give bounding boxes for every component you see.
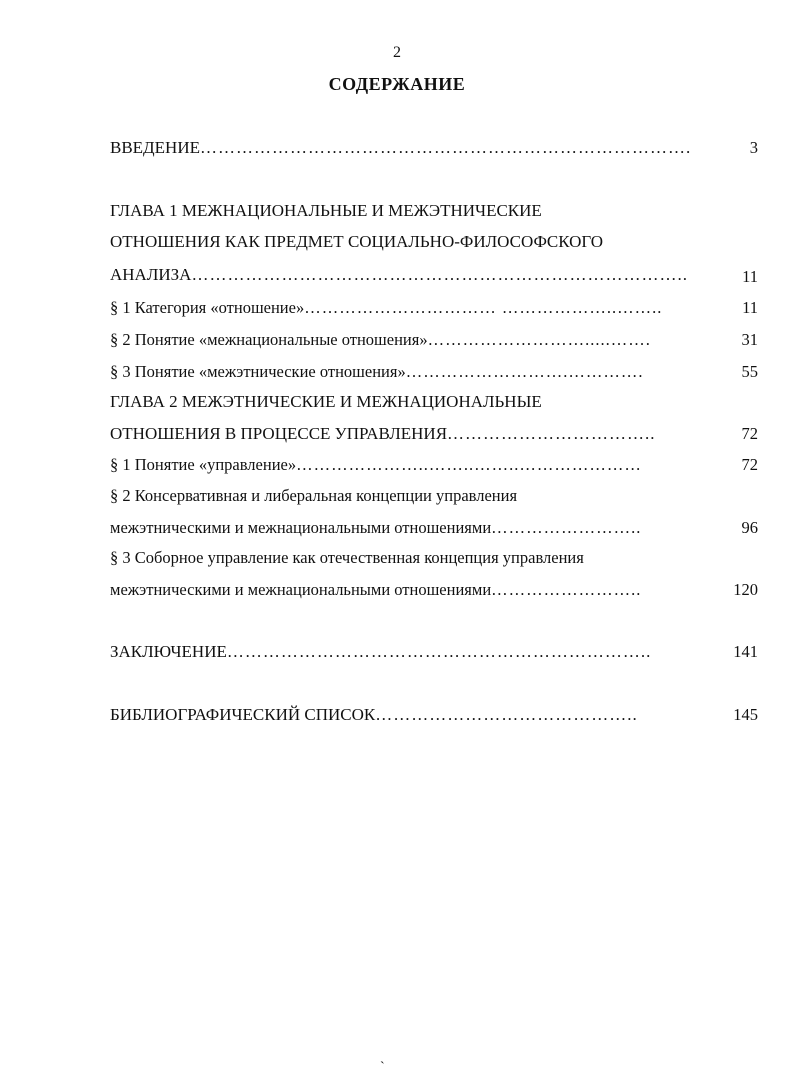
toc-leader: …………………………… ………………..…….. [304,298,663,317]
toc-entry-ch2-sec2[interactable] [110,518,702,538]
toc-page-chapter1: 11 [742,267,758,286]
toc-leader: ……………………….....……. [427,330,651,349]
toc-entry-ch2-sec3[interactable] [110,580,702,600]
toc-label: ОТНОШЕНИЯ В ПРОЦЕССЕ УПРАВЛЕНИЯ [110,424,448,443]
toc-page-ch1-sec1: 11 [742,298,758,317]
toc-page-chapter2: 72 [741,424,758,443]
toc-page-intro: 3 [749,138,758,157]
toc-label: межэтническими и межнациональными отношениями [110,518,492,537]
toc-label: межэтническими и межнациональными отношениями [110,580,492,599]
toc-label: § 1 Категория «отношение» [110,298,305,317]
toc-leader: …………………………………………………………….. [226,642,652,661]
toc-entry-chapter2[interactable] [110,424,702,444]
toc-leader: …………………………….. [447,424,656,443]
toc-entry-ch2-sec3-line1: § 3 Соборное управление как отечественная концепция управления [110,548,584,567]
toc-page-ch1-sec2: 31 [741,330,758,349]
footer-mark: ` [380,1060,385,1075]
toc-page-ch2-sec1: 72 [741,455,758,474]
toc-entry-bibliography[interactable] [110,705,702,725]
toc-leader: …………………..……..……..………………… [296,455,642,474]
toc-page-ch2-sec3: 120 [733,580,758,599]
toc-label: АНАЛИЗА [110,265,192,284]
toc-label: ЗАКЛЮЧЕНИЕ [110,642,227,661]
toc-entry-intro[interactable] [110,138,702,158]
toc-page-ch2-sec2: 96 [741,518,758,537]
toc-label: БИБЛИОГРАФИЧЕСКИЙ СПИСОК [110,705,376,724]
toc-leader: ………………………………………………………………………. [199,138,692,157]
chapter2-title-line1: ГЛАВА 2 МЕЖЭТНИЧЕСКИЕ И МЕЖНАЦИОНАЛЬНЫЕ [110,392,542,411]
toc-leader: …………………………………….. [375,705,638,724]
toc-entry-chapter1[interactable] [110,265,702,285]
toc-entry-conclusion[interactable] [110,642,702,662]
toc-page-bibliography: 145 [733,705,758,724]
toc-label: § 3 Понятие «межэтнические отношения» [110,362,406,381]
toc-label: § 2 Понятие «межнациональные отношения» [110,330,428,349]
toc-entry-ch1-sec1[interactable] [110,298,702,318]
toc-label: ВВЕДЕНИЕ [110,138,200,157]
chapter1-title-line1: ГЛАВА 1 МЕЖНАЦИОНАЛЬНЫЕ И МЕЖЭТНИЧЕСКИЕ [110,201,542,220]
toc-leader: ……………………………………………………………………….. [191,265,688,284]
toc-label: § 1 Понятие «управление» [110,455,297,474]
toc-leader: …………………….. [491,518,642,537]
page-title: СОДЕРЖАНИЕ [328,74,466,94]
toc-page-ch1-sec3: 55 [741,362,758,381]
toc-page-conclusion: 141 [733,642,758,661]
toc-leader: …………………….. [491,580,642,599]
toc-leader: ……………………….…………. [405,362,644,381]
toc-entry-ch1-sec2[interactable] [110,330,702,350]
page-number: 2 [393,44,401,61]
chapter1-title-line2: ОТНОШЕНИЯ КАК ПРЕДМЕТ СОЦИАЛЬНО-ФИЛОСОФСКОГО [110,232,604,251]
toc-entry-ch1-sec3[interactable] [110,362,702,382]
toc-entry-ch2-sec2-line1: § 2 Консервативная и либеральная концепции управления [110,486,518,505]
toc-entry-ch2-sec1[interactable] [110,455,702,475]
